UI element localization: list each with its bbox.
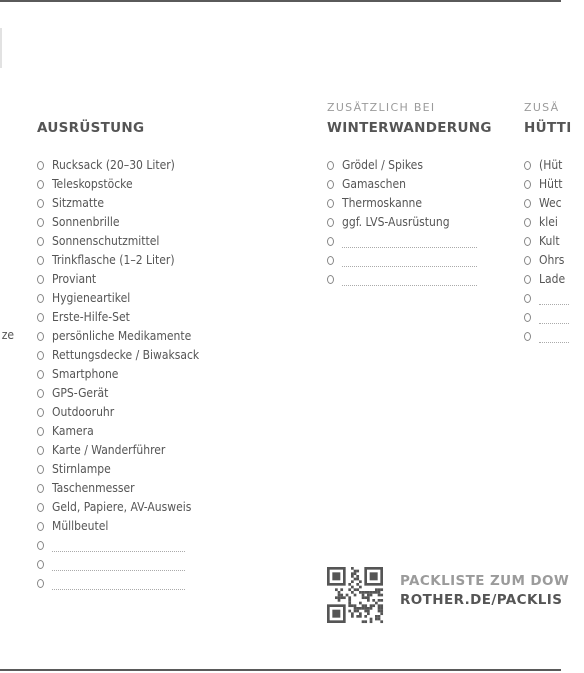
checklist-blank-line[interactable] — [524, 327, 569, 346]
checkbox-circle-icon[interactable] — [37, 389, 44, 398]
checkbox-circle-icon[interactable] — [524, 161, 531, 170]
checkbox-circle-icon[interactable] — [37, 560, 44, 569]
checkbox-circle-icon[interactable] — [37, 332, 44, 341]
left-margin-text-fragment: ze — [1, 328, 14, 342]
checkbox-circle-icon[interactable] — [327, 199, 334, 208]
checkbox-circle-icon[interactable] — [37, 408, 44, 417]
checklist-item-label: Müllbeutel — [52, 519, 109, 533]
checkbox-circle-icon[interactable] — [524, 332, 531, 341]
checklist-item-label: Thermoskanne — [342, 196, 423, 210]
checkbox-circle-icon[interactable] — [37, 218, 44, 227]
promo-line-1: PACKLISTE ZUM DOW — [400, 573, 570, 589]
checkbox-circle-icon[interactable] — [37, 313, 44, 322]
checklist-blank-line[interactable] — [37, 555, 199, 574]
checklist-item[interactable] — [37, 232, 199, 251]
write-in-dotted-line[interactable] — [52, 569, 185, 571]
checklist-item[interactable] — [37, 498, 199, 517]
checklist-item-label: Karte / Wanderführer — [52, 443, 166, 457]
checklist-item-label: Kamera — [52, 424, 94, 438]
checklist-item-label: Trinkflasche (1–2 Liter) — [52, 253, 175, 267]
checklist-blank-line[interactable] — [327, 251, 477, 270]
checklist-item-label: Hütt — [539, 177, 563, 191]
checklist-item[interactable] — [37, 384, 199, 403]
checklist-item[interactable] — [37, 289, 199, 308]
checklist-item-label: GPS-Gerät — [52, 386, 109, 400]
checklist-item[interactable] — [327, 194, 477, 213]
checkbox-circle-icon[interactable] — [37, 370, 44, 379]
promo-line-2: ROTHER.DE/PACKLIS — [400, 592, 563, 608]
checkbox-circle-icon[interactable] — [327, 180, 334, 189]
checklist-item[interactable] — [37, 175, 199, 194]
column-title: HÜTTI — [524, 120, 572, 136]
checkbox-circle-icon[interactable] — [37, 161, 44, 170]
checklist-item[interactable] — [327, 175, 477, 194]
checklist-item[interactable] — [524, 156, 569, 175]
checklist-item[interactable] — [37, 517, 199, 536]
checklist-item[interactable] — [37, 327, 199, 346]
checklist-item-label: ggf. LVS-Ausrüstung — [342, 215, 450, 229]
checkbox-circle-icon[interactable] — [524, 180, 531, 189]
checklist-item[interactable] — [37, 403, 199, 422]
checkbox-circle-icon[interactable] — [37, 465, 44, 474]
checkbox-circle-icon[interactable] — [327, 275, 334, 284]
column-winterwanderung — [327, 100, 507, 229]
checklist-item-label: Rettungsdecke / Biwaksack — [52, 348, 200, 362]
checklist-item[interactable] — [37, 441, 199, 460]
checklist-item[interactable] — [327, 156, 477, 175]
checkbox-circle-icon[interactable] — [37, 541, 44, 550]
checklist-item[interactable] — [37, 156, 199, 175]
checklist-blank-line[interactable] — [37, 574, 199, 593]
checklist — [327, 156, 477, 289]
checklist-item[interactable] — [327, 213, 477, 232]
checkbox-circle-icon[interactable] — [327, 256, 334, 265]
checklist-item[interactable] — [37, 270, 199, 289]
checkbox-circle-icon[interactable] — [37, 199, 44, 208]
checklist-item-label: Rucksack (20–30 Liter) — [52, 158, 175, 172]
left-edge-mark — [0, 28, 2, 68]
checklist-item[interactable] — [524, 194, 569, 213]
write-in-dotted-line[interactable] — [52, 588, 185, 590]
checkbox-circle-icon[interactable] — [37, 256, 44, 265]
column-title: AUSRÜSTUNG — [37, 120, 145, 136]
checklist-item-label: Sonnenbrille — [52, 215, 120, 229]
checklist-item[interactable] — [37, 346, 199, 365]
checkbox-circle-icon[interactable] — [37, 484, 44, 493]
write-in-dotted-line[interactable] — [342, 284, 477, 286]
checkbox-circle-icon[interactable] — [524, 294, 531, 303]
checklist-item[interactable] — [524, 175, 569, 194]
checklist-item[interactable] — [37, 479, 199, 498]
write-in-dotted-line[interactable] — [342, 265, 477, 267]
checklist-item[interactable] — [37, 251, 199, 270]
checklist-item-label: Stirnlampe — [52, 462, 111, 476]
write-in-dotted-line[interactable] — [539, 303, 569, 305]
checklist-item-label: Teleskopstöcke — [52, 177, 133, 191]
checklist-item[interactable] — [524, 270, 569, 289]
checkbox-circle-icon[interactable] — [37, 237, 44, 246]
checklist-item-label: Wec — [539, 196, 562, 210]
top-border — [0, 0, 561, 2]
write-in-dotted-line[interactable] — [539, 322, 569, 324]
checklist-blank-line[interactable] — [327, 270, 477, 289]
checklist-item-label: Gamaschen — [342, 177, 407, 191]
checkbox-circle-icon[interactable] — [37, 294, 44, 303]
checklist — [37, 156, 199, 593]
checklist-blank-line[interactable] — [524, 308, 569, 327]
checklist-item-label: Geld, Papiere, AV-Ausweis — [52, 500, 192, 514]
checkbox-circle-icon[interactable] — [37, 446, 44, 455]
checklist-item-label: Proviant — [52, 272, 97, 286]
checklist-item[interactable] — [524, 251, 569, 270]
checklist-item-label: Ohrs — [539, 253, 565, 267]
column-pretitle — [37, 100, 202, 115]
checkbox-circle-icon[interactable] — [37, 275, 44, 284]
qr-code-icon[interactable] — [327, 567, 383, 623]
write-in-dotted-line[interactable] — [342, 246, 477, 248]
checkbox-circle-icon[interactable] — [327, 218, 334, 227]
checklist-item[interactable] — [37, 460, 199, 479]
checklist-item[interactable] — [37, 308, 199, 327]
checklist-item-label: Hygieneartikel — [52, 291, 131, 305]
checkbox-circle-icon[interactable] — [524, 237, 531, 246]
checklist-item-label: Erste-Hilfe-Set — [52, 310, 130, 324]
checklist-item-label: Smartphone — [52, 367, 119, 381]
checkbox-circle-icon[interactable] — [524, 199, 531, 208]
checklist-item[interactable] — [37, 422, 199, 441]
checklist-item-label: Lade — [539, 272, 566, 286]
column-ausruestung — [37, 100, 202, 533]
checkbox-circle-icon[interactable] — [327, 161, 334, 170]
checklist-item[interactable] — [37, 365, 199, 384]
checklist-blank-line[interactable] — [37, 536, 199, 555]
column-title: WINTERWANDERUNG — [327, 120, 492, 136]
checkbox-circle-icon[interactable] — [524, 256, 531, 265]
column-pretitle: ZUSÄTZLICH BEI — [327, 101, 436, 114]
checklist-item[interactable] — [524, 232, 569, 251]
checklist-item-label: (Hüt — [539, 158, 563, 172]
checklist-item-label: persönliche Medikamente — [52, 329, 192, 343]
write-in-dotted-line[interactable] — [52, 550, 185, 552]
checkbox-circle-icon[interactable] — [524, 218, 531, 227]
checkbox-circle-icon[interactable] — [37, 180, 44, 189]
checkbox-circle-icon[interactable] — [524, 275, 531, 284]
checklist-item[interactable] — [37, 194, 199, 213]
checklist-blank-line[interactable] — [524, 289, 569, 308]
write-in-dotted-line[interactable] — [539, 341, 569, 343]
checklist — [524, 156, 569, 346]
bottom-border — [0, 669, 561, 671]
column-pretitle: ZUSÄ — [524, 101, 560, 114]
checklist-item[interactable] — [37, 213, 199, 232]
checkbox-circle-icon[interactable] — [37, 503, 44, 512]
checklist-item[interactable] — [524, 213, 569, 232]
checklist-item-label: Outdooruhr — [52, 405, 115, 419]
checkbox-circle-icon[interactable] — [327, 237, 334, 246]
checklist-item-label: Kult — [539, 234, 560, 248]
checkbox-circle-icon[interactable] — [37, 427, 44, 436]
checkbox-circle-icon[interactable] — [37, 579, 44, 588]
checklist-item-label: klei — [539, 215, 558, 229]
checkbox-circle-icon[interactable] — [524, 313, 531, 322]
checklist-item-label: Grödel / Spikes — [342, 158, 423, 172]
checklist-blank-line[interactable] — [327, 232, 477, 251]
checkbox-circle-icon[interactable] — [37, 522, 44, 531]
checklist-item-label: Sonnenschutzmittel — [52, 234, 160, 248]
download-promo[interactable] — [400, 573, 569, 609]
column-huette — [524, 100, 584, 286]
checkbox-circle-icon[interactable] — [37, 351, 44, 360]
checklist-item-label: Sitzmatte — [52, 196, 104, 210]
checklist-item-label: Taschenmesser — [52, 481, 135, 495]
